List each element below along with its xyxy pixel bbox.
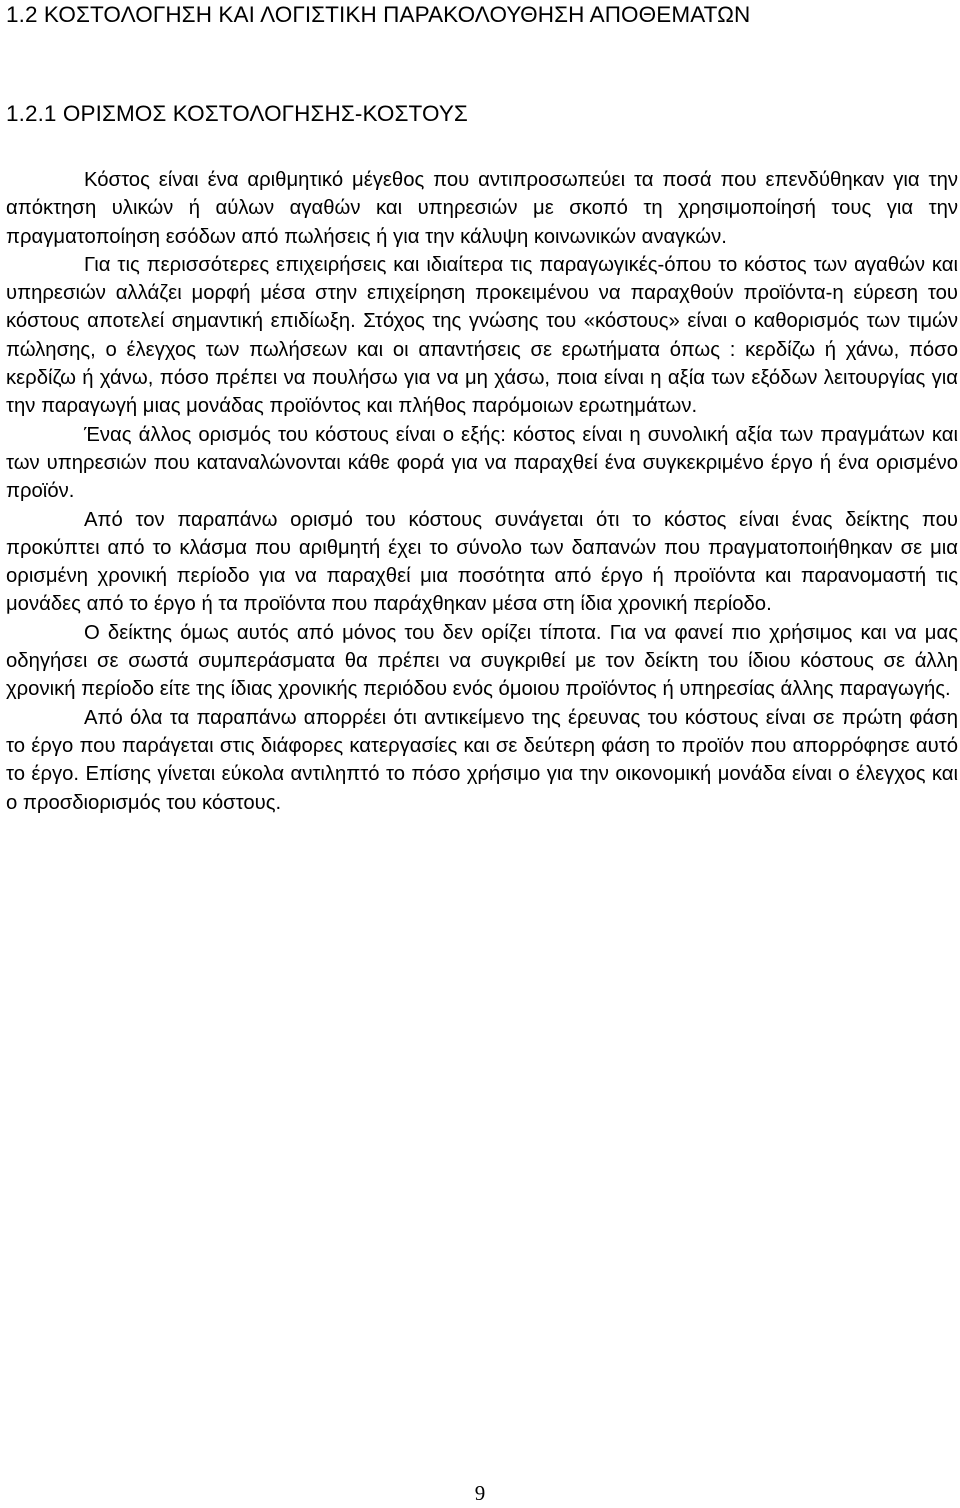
page-number: 9 xyxy=(474,1481,486,1505)
paragraph-cost-index: Από τον παραπάνω ορισμό του κόστους συνάγεται ότι το κόστος είναι ένας δείκτης που προκύπτει από το κλάσμα που αριθμητή έχει το σύνολο των δαπανών που πραγματοποιήθηκαν σε μια ορισμένη χρονική περίοδο για να παραχθεί μια ποσότητα από έργο ή προϊόντα και παρανομαστή τις μονάδες από το έργο ή τα προϊόντα που παράχθηκαν μέσα στη ίδια χρονική περίοδο. xyxy=(6,508,958,616)
paragraph-definition: Κόστος είναι ένα αριθμητικό μέγεθος που αντιπροσωπεύει τα ποσά που επενδύθηκαν για την απόκτηση υλικών ή αύλων αγαθών και υπηρεσιών με σκοπό τη χρησιμοποίησή τους για την πραγματοποίηση εσόδων από πωλήσεις ή για την κάλυψη κοινωνικών αναγκών. xyxy=(6,169,958,248)
body-text xyxy=(6,166,958,817)
paragraph-alternative-definition: Ένας άλλος ορισμός του κόστους είναι ο εξής: κόστος είναι η συνολική αξία των πραγμάτων και των υπηρεσιών που καταναλώνονται κάθε φορά για να παραχθεί ένα συγκεκριμένο έργο ή ένα ορισμένο προϊόν. xyxy=(6,423,958,503)
paragraph-business-purpose: Για τις περισσότερες επιχειρήσεις και ιδιαίτερα τις παραγωγικές-όπου το κόστος των αγαθών και υπηρεσιών αλλάζει μορφή μέσα στην επιχείρηση προκειμένου να παραχθούν προϊόντα-η εύρεση του κόστους αποτελεί σημαντική επιδίωξη. Στόχος της γνώσης του «κόστους» είναι ο καθορισμός των τιμών πώλησης, ο έλεγχος των πωλήσεων και οι απαντήσεις σε ερωτήματα όπως : κερδίζω ή χάνω, πόσο κερδίζω ή χάνω, πόσο πρέπει να πουλήσω για να μη χάσω, ποια είναι η αξία των εξόδων λειτουργίας για την παραγωγή μιας μονάδας προϊόντος και πλήθος παρόμοιων ερωτημάτων. xyxy=(6,253,958,418)
paragraph-comparison: Ο δείκτης όμως αυτός από μόνος του δεν ορίζει τίποτα. Για να φανεί πιο χρήσιμος και να μας οδηγήσει σε σωστά συμπεράσματα θα πρέπει να συγκριθεί με τον δείκτη του ίδιου κόστους σε άλλη χρονική περίοδο είτε της ίδιας χρονικής περιόδου ενός όμοιου προϊόντος ή υπηρεσίας άλλης παραγωγής. xyxy=(6,621,958,701)
subsection-title: 1.2.1 ΟΡΙΣΜΟΣ ΚΟΣΤΟΛΟΓΗΣΗΣ-ΚΟΣΤΟΥΣ xyxy=(6,101,468,126)
section-title: 1.2 ΚΟΣΤΟΛΟΓΗΣΗ ΚΑΙ ΛΟΓΙΣΤΙΚΗ ΠΑΡΑΚΟΛΟΥΘΗΣΗ ΑΠΟΘΕΜΑΤΩΝ xyxy=(6,2,751,27)
paragraph-conclusion: Από όλα τα παραπάνω απορρέει ότι αντικείμενο της έρευνας του κόστους είναι σε πρώτη φάση το έργο που παράγεται στις διάφορες κατεργασίες και σε δεύτερη φάση το προϊόν που απορρόφησε αυτό το έργο. Επίσης γίνεται εύκολα αντιληπτό το πόσο χρήσιμο για την οικονομική μονάδα είναι ο έλεγχος και ο προσδιορισμός του κόστους. xyxy=(6,706,958,814)
